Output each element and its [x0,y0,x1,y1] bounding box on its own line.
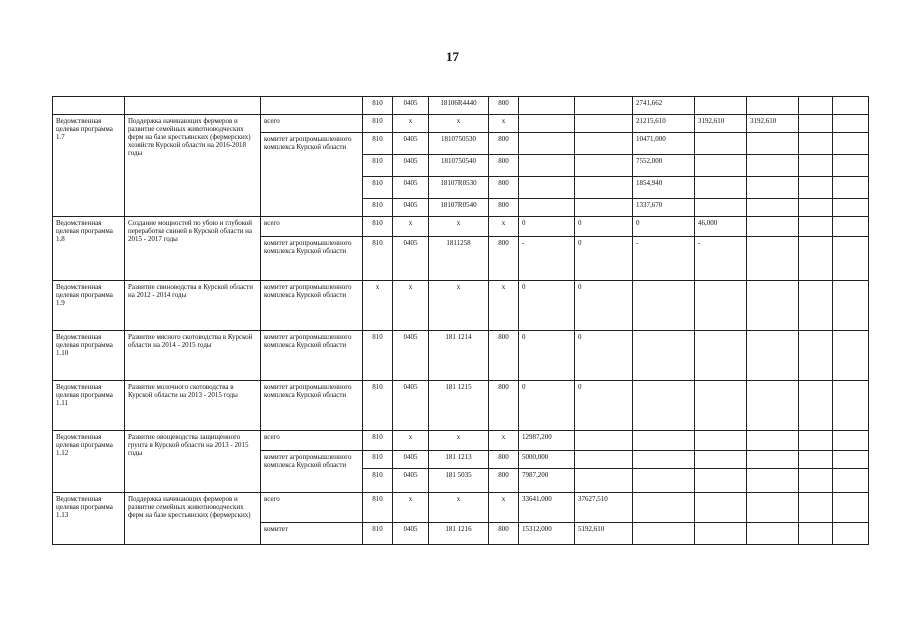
amount-cell-y2018 [799,177,833,199]
amount-cell-y2015: 10471,000 [633,133,695,155]
vr-code-cell: х [489,281,519,331]
amount-cell-y2018 [799,331,833,381]
amount-cell-y2019 [833,97,869,115]
table-body [53,97,869,545]
amount-cell-y2019 [833,451,869,469]
amount-cell-y2016: 3192,610 [695,115,747,133]
amount-cell-y2019 [833,431,869,451]
amount-cell-y2013 [519,177,575,199]
amount-cell-y2016 [695,523,747,545]
grbs-code-cell: 810 [363,97,393,115]
amount-cell-y2013: 0 [519,217,575,237]
rzpr-code-cell: х [393,115,429,133]
rzpr-code-cell: 0405 [393,523,429,545]
program-type-cell: Ведомственная целевая программа 1.12 [53,431,125,493]
amount-cell-y2013: 5000,000 [519,451,575,469]
amount-cell-y2014: 37627,510 [575,493,633,523]
amount-cell-y2014: 0 [575,217,633,237]
table-row [53,493,869,523]
amount-cell-y2015 [633,331,695,381]
csr-code-cell: х [429,115,489,133]
table-row [53,331,869,381]
amount-cell-y2016 [695,97,747,115]
amount-cell-y2016: - [695,237,747,281]
grbs-code-cell: 810 [363,381,393,431]
rzpr-code-cell: х [393,493,429,523]
executor-cell [261,97,363,115]
amount-cell-y2014 [575,177,633,199]
vr-code-cell: 800 [489,133,519,155]
amount-cell-y2018 [799,281,833,331]
amount-cell-y2017 [747,431,799,451]
amount-cell-y2016 [695,331,747,381]
amount-cell-y2019 [833,133,869,155]
executor-cell: комитет агропромышленного комплекса Курской области [261,451,363,493]
csr-code-cell: х [429,281,489,331]
amount-cell-y2017 [747,217,799,237]
executor-cell: комитет агропромышленного комплекса Курской области [261,281,363,331]
executor-cell: всего [261,115,363,133]
grbs-code-cell: х [363,281,393,331]
amount-cell-y2018 [799,155,833,177]
table-row [53,431,869,451]
vr-code-cell: 800 [489,155,519,177]
amount-cell-y2019 [833,331,869,381]
amount-cell-y2019 [833,217,869,237]
rzpr-code-cell: 0405 [393,469,429,493]
vr-code-cell: 800 [489,237,519,281]
amount-cell-y2019 [833,177,869,199]
table-row [53,97,869,115]
amount-cell-y2016 [695,431,747,451]
amount-cell-y2015 [633,451,695,469]
executor-cell: всего [261,431,363,451]
rzpr-code-cell: х [393,281,429,331]
amount-cell-y2013: 33641,000 [519,493,575,523]
amount-cell-y2014 [575,199,633,217]
amount-cell-y2018 [799,493,833,523]
csr-code-cell: х [429,431,489,451]
executor-cell: комитет агропромышленного комплекса Курской области [261,133,363,217]
amount-cell-y2013: 12987,200 [519,431,575,451]
amount-cell-y2014 [575,115,633,133]
amount-cell-y2015 [633,431,695,451]
amount-cell-y2018 [799,469,833,493]
amount-cell-y2014: 0 [575,381,633,431]
csr-code-cell: 181 1214 [429,331,489,381]
amount-cell-y2013: 0 [519,381,575,431]
csr-code-cell: х [429,493,489,523]
grbs-code-cell: 810 [363,155,393,177]
amount-cell-y2013 [519,133,575,155]
amount-cell-y2018 [799,199,833,217]
rzpr-code-cell: 0405 [393,199,429,217]
grbs-code-cell: 810 [363,199,393,217]
rzpr-code-cell: 0405 [393,331,429,381]
amount-cell-y2013: 7987,200 [519,469,575,493]
amount-cell-y2017 [747,381,799,431]
amount-cell-y2019 [833,523,869,545]
amount-cell-y2014 [575,133,633,155]
amount-cell-y2013 [519,115,575,133]
vr-code-cell: 800 [489,469,519,493]
amount-cell-y2015: 0 [633,217,695,237]
amount-cell-y2014 [575,97,633,115]
grbs-code-cell: 810 [363,237,393,281]
amount-cell-y2016 [695,451,747,469]
csr-code-cell: 1811258 [429,237,489,281]
amount-cell-y2015 [633,381,695,431]
amount-cell-y2015: 1854,940 [633,177,695,199]
amount-cell-y2017 [747,493,799,523]
rzpr-code-cell: 0405 [393,237,429,281]
rzpr-code-cell: 0405 [393,451,429,469]
csr-code-cell: 18107R0540 [429,199,489,217]
amount-cell-y2019 [833,115,869,133]
csr-code-cell: 181 1213 [429,451,489,469]
grbs-code-cell: 810 [363,523,393,545]
amount-cell-y2018 [799,451,833,469]
vr-code-cell: х [489,217,519,237]
amount-cell-y2018 [799,431,833,451]
vr-code-cell: х [489,493,519,523]
csr-code-cell: 181 1216 [429,523,489,545]
rzpr-code-cell: 0405 [393,133,429,155]
amount-cell-y2017 [747,523,799,545]
vr-code-cell: 800 [489,381,519,431]
amount-cell-y2016 [695,199,747,217]
amount-cell-y2014 [575,155,633,177]
program-type-cell: Ведомственная целевая программа 1.11 [53,381,125,431]
amount-cell-y2014: 0 [575,281,633,331]
amount-cell-y2013: 0 [519,281,575,331]
program-type-cell: Ведомственная целевая программа 1.7 [53,115,125,217]
grbs-code-cell: 810 [363,133,393,155]
amount-cell-y2014 [575,451,633,469]
amount-cell-y2018 [799,237,833,281]
program-name-cell: Развитие молочного скотоводства в Курской области на 2013 - 2015 годы [125,381,261,431]
amount-cell-y2014 [575,469,633,493]
amount-cell-y2017 [747,97,799,115]
csr-code-cell: 1810750530 [429,133,489,155]
vr-code-cell: 800 [489,331,519,381]
vr-code-cell: 800 [489,177,519,199]
program-type-cell: Ведомственная целевая программа 1.8 [53,217,125,281]
amount-cell-y2013 [519,155,575,177]
amount-cell-y2016 [695,177,747,199]
amount-cell-y2017 [747,237,799,281]
csr-code-cell: 18106R4440 [429,97,489,115]
amount-cell-y2013: 0 [519,331,575,381]
csr-code-cell: х [429,217,489,237]
rzpr-code-cell: х [393,217,429,237]
amount-cell-y2018 [799,115,833,133]
program-name-cell: Развитие свиноводства в Курской области на 2012 - 2014 годы [125,281,261,331]
grbs-code-cell: 810 [363,115,393,133]
rzpr-code-cell: х [393,431,429,451]
program-type-cell: Ведомственная целевая программа 1.9 [53,281,125,331]
amount-cell-y2016 [695,469,747,493]
amount-cell-y2017 [747,281,799,331]
amount-cell-y2013 [519,199,575,217]
grbs-code-cell: 810 [363,431,393,451]
amount-cell-y2013 [519,97,575,115]
amount-cell-y2014: 5192,610 [575,523,633,545]
amount-cell-y2017 [747,469,799,493]
amount-cell-y2016 [695,493,747,523]
amount-cell-y2018 [799,97,833,115]
executor-cell: комитет [261,523,363,545]
executor-cell: комитет агропромышленного комплекса Курской области [261,237,363,281]
amount-cell-y2015: 2741,662 [633,97,695,115]
amount-cell-y2017 [747,451,799,469]
amount-cell-y2016 [695,155,747,177]
program-type-cell: Ведомственная целевая программа 1.13 [53,493,125,545]
grbs-code-cell: 810 [363,493,393,523]
amount-cell-y2019 [833,199,869,217]
program-name-cell: Поддержка начинающих фермеров и развитие семейных животноводческих ферм на базе крестьянских (фермерских) [125,493,261,545]
amount-cell-y2018 [799,523,833,545]
amount-cell-y2014: 0 [575,331,633,381]
amount-cell-y2016 [695,281,747,331]
amount-cell-y2017 [747,199,799,217]
amount-cell-y2015: - [633,237,695,281]
csr-code-cell: 181 1215 [429,381,489,431]
grbs-code-cell: 810 [363,217,393,237]
amount-cell-y2017: 3192,610 [747,115,799,133]
amount-cell-y2019 [833,237,869,281]
amount-cell-y2014 [575,431,633,451]
table-row [53,381,869,431]
program-name-cell: Поддержка начинающих фермеров и развитие семейных животноводческих ферм на базе крестьянских (фермерских) хозяйств Курской области на 2016-2018 годы [125,115,261,217]
program-name-cell [125,97,261,115]
program-type-cell: Ведомственная целевая программа 1.10 [53,331,125,381]
rzpr-code-cell: 0405 [393,155,429,177]
amount-cell-y2019 [833,281,869,331]
program-type-cell [53,97,125,115]
amount-cell-y2017 [747,331,799,381]
amount-cell-y2013: 15312,000 [519,523,575,545]
executor-cell: комитет агропромышленного комплекса Курской области [261,331,363,381]
amount-cell-y2019 [833,381,869,431]
csr-code-cell: 1810750540 [429,155,489,177]
vr-code-cell: 800 [489,523,519,545]
vr-code-cell: х [489,115,519,133]
amount-cell-y2015 [633,469,695,493]
executor-cell: комитет агропромышленного комплекса Курской области [261,381,363,431]
grbs-code-cell: 810 [363,451,393,469]
amount-cell-y2019 [833,155,869,177]
amount-cell-y2018 [799,133,833,155]
grbs-code-cell: 810 [363,469,393,493]
amount-cell-y2015: 21215,610 [633,115,695,133]
amount-cell-y2015: 1337,670 [633,199,695,217]
vr-code-cell: х [489,431,519,451]
amount-cell-y2018 [799,381,833,431]
table-row [53,281,869,331]
amount-cell-y2015 [633,523,695,545]
table-row [53,217,869,237]
csr-code-cell: 181 5035 [429,469,489,493]
amount-cell-y2016 [695,133,747,155]
amount-cell-y2014: 0 [575,237,633,281]
rzpr-code-cell: 0405 [393,97,429,115]
vr-code-cell: 800 [489,451,519,469]
budget-table [52,96,869,545]
csr-code-cell: 18107R0530 [429,177,489,199]
amount-cell-y2015 [633,281,695,331]
program-name-cell: Развитие мясного скотоводства в Курской области на 2014 - 2015 годы [125,331,261,381]
amount-cell-y2017 [747,177,799,199]
amount-cell-y2016: 46,000 [695,217,747,237]
rzpr-code-cell: 0405 [393,381,429,431]
executor-cell: всего [261,217,363,237]
grbs-code-cell: 810 [363,177,393,199]
amount-cell-y2017 [747,155,799,177]
program-name-cell: Развитие овощеводства защищенного грунта в Курской области на 2013 - 2015 годы [125,431,261,493]
amount-cell-y2015: 7552,000 [633,155,695,177]
amount-cell-y2018 [799,217,833,237]
amount-cell-y2019 [833,493,869,523]
amount-cell-y2019 [833,469,869,493]
page-number: 17 [446,49,459,64]
executor-cell: всего [261,493,363,523]
table-row [53,115,869,133]
vr-code-cell: 800 [489,199,519,217]
amount-cell-y2016 [695,381,747,431]
rzpr-code-cell: 0405 [393,177,429,199]
program-name-cell: Создание мощностей по убою и глубокой переработке свиней в Курской области на 2015 - 2017 годы [125,217,261,281]
amount-cell-y2017 [747,133,799,155]
amount-cell-y2013: - [519,237,575,281]
amount-cell-y2015 [633,493,695,523]
grbs-code-cell: 810 [363,331,393,381]
vr-code-cell: 800 [489,97,519,115]
